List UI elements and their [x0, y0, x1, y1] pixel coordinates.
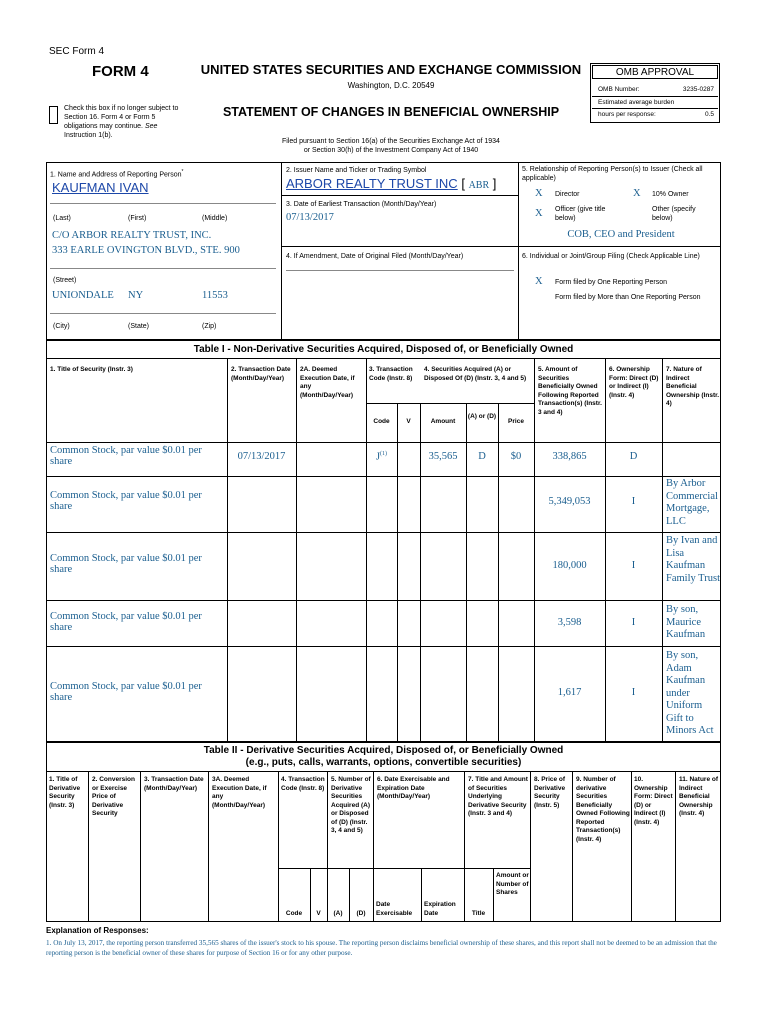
one-person-label: Form filed by One Reporting Person	[555, 279, 668, 286]
table1-title: Table I - Non-Derivative Securities Acquired, Disposed of, or Beneficially Owned	[193, 344, 574, 355]
t1-col2a-header: 2A. Deemed Execution Date, if any (Month/Day/Year)	[300, 366, 355, 399]
t1-sub-ad: (A) or (D)	[467, 413, 497, 420]
t1-col4-header: 4. Securities Acquired (A) or Disposed Of (D) (Instr. 3, 4 and 5)	[424, 366, 527, 382]
street-label: (Street)	[53, 277, 77, 284]
box4-label: 4. If Amendment, Date of Original Filed (Month/Day/Year)	[286, 253, 464, 260]
t1-row1-owned: 338,865	[552, 451, 587, 462]
statement-title: STATEMENT OF CHANGES IN BENEFICIAL OWNERSHIP	[222, 105, 560, 119]
t1-row1-title: Common Stock, par value $0.01 per share	[50, 445, 202, 467]
one-person-mark: X	[535, 276, 543, 287]
t1-row3-owned: 180,000	[552, 560, 587, 571]
reporting-person-name-link[interactable]: KAUFMAN IVAN	[52, 180, 149, 195]
t1-row4-title: Common Stock, par value $0.01 per share	[50, 611, 202, 633]
ticker-symbol: ABR	[468, 180, 490, 191]
omb-number-label: OMB Number:	[598, 86, 640, 93]
address-line2: 333 EARLE OVINGTON BLVD., STE. 900	[52, 245, 240, 256]
t2-col10-header: 10. Ownership Form: Direct (D) or Indirect (I) (Instr. 4)	[634, 776, 673, 826]
t2-sub-title: Title	[471, 910, 486, 917]
last-name-label: (Last)	[53, 215, 71, 222]
ten-percent-owner-label: 10% Owner	[652, 191, 689, 198]
t1-col3-header: 3. Transaction Code (Instr. 8)	[369, 366, 413, 382]
zip-value: 11553	[202, 290, 228, 301]
city-value: UNIONDALE	[52, 290, 114, 301]
commission-city: Washington, D.C. 20549	[347, 81, 435, 90]
officer-mark: X	[535, 208, 543, 219]
box1-label: 1. Name and Address of Reporting Person*	[50, 169, 184, 179]
form-title: FORM 4	[92, 63, 149, 80]
omb-burden-label: Estimated average burden	[598, 99, 675, 106]
t1-row3-title: Common Stock, par value $0.01 per share	[50, 553, 202, 575]
t2-sub-date-exercisable: Date Exercisable	[376, 901, 413, 917]
director-label: Director	[555, 191, 580, 198]
t1-row1-amount: 35,565	[428, 451, 458, 462]
officer-label: Officer (give title below)	[555, 206, 606, 222]
t2-sub-v: V	[316, 910, 321, 917]
table2-subtitle: (e.g., puts, calls, warrants, options, convertible securities)	[245, 757, 522, 768]
first-name-label: (First)	[128, 215, 147, 222]
t1-row5-nature: By son, Adam Kaufman under Uniform Gift to Minors Act	[666, 650, 714, 736]
t1-row4-owned: 3,598	[557, 617, 582, 628]
box2-label: 2. Issuer Name and Ticker or Trading Symbol	[286, 167, 427, 174]
t2-col8-header: 8. Price of Derivative Security (Instr. 5)	[534, 776, 566, 809]
issuer-name-link[interactable]: ARBOR REALTY TRUST INC	[286, 176, 458, 191]
t1-row1-date: 07/13/2017	[237, 451, 286, 462]
t2-col2-header: 2. Conversion or Exercise Price of Derivative Security	[92, 776, 135, 817]
state-label: (State)	[128, 323, 150, 330]
other-label: Other (specify below)	[652, 206, 696, 222]
t1-row1-code: $J^{(1)}$	[375, 451, 388, 463]
t1-row4-nature: By son, Maurice Kaufman	[666, 604, 706, 640]
t1-row4-form: I	[631, 617, 636, 628]
filed-pursuant-line1: Filed pursuant to Section 16(a) of the Securities Exchange Act of 1934	[282, 138, 500, 145]
table2-title: Table II - Derivative Securities Acquired, Disposed of, or Beneficially Owned	[203, 745, 564, 756]
t2-col4-header: 4. Transaction Code (Instr. 8)	[281, 776, 325, 792]
t1-row2-owned: 5,349,053	[548, 496, 591, 507]
t1-row5-owned: 1,617	[557, 687, 582, 698]
t1-sub-code: Code	[373, 418, 390, 425]
t2-sub-amount: Amount or Number of Shares	[496, 872, 529, 896]
t2-sub-a: (A)	[333, 910, 343, 917]
t2-col3a-header: 3A. Deemed Execution Date, if any (Month/Day/Year)	[212, 776, 267, 809]
state-value: NY	[128, 290, 144, 301]
t1-row3-form: I	[631, 560, 636, 571]
t2-sub-code: Code	[285, 910, 303, 917]
t2-sub-d: (D)	[356, 910, 366, 917]
commission-title: UNITED STATES SECURITIES AND EXCHANGE COMMISSION	[200, 62, 582, 77]
t2-col5-header: 5. Number of Derivative Securities Acquired (A) or Disposed of (D) (Instr. 3, 4 and 5)	[331, 776, 371, 834]
sec-form-label: SEC Form 4	[49, 46, 105, 57]
t1-row3-nature: By Ivan and Lisa Kaufman Family Trust	[666, 535, 720, 584]
t1-col7-header: 7. Nature of Indirect Beneficial Ownership (Instr. 4)	[666, 366, 720, 407]
omb-hours-value: 0.5	[704, 111, 714, 118]
t2-col11-header: 11. Nature of Indirect Beneficial Ownership (Instr. 4)	[679, 776, 719, 817]
t1-row2-title: Common Stock, par value $0.01 per share	[50, 490, 202, 512]
no-longer-subject-checkbox[interactable]	[49, 106, 58, 124]
t1-col5-header: 5. Amount of Securities Beneficially Owned Following Reported Transaction(s) (Instr. 3 and 4)	[538, 366, 602, 416]
t1-row5-form: I	[631, 687, 636, 698]
t1-row5-title: Common Stock, par value $0.01 per share	[50, 681, 202, 703]
t2-sub-expiration: Expiration Date	[424, 901, 456, 917]
omb-hours-label: hours per response:	[598, 111, 656, 118]
t1-col2-header: 2. Transaction Date (Month/Day/Year)	[231, 366, 291, 382]
t1-row2-form: I	[631, 496, 636, 507]
box5-label: 5. Relationship of Reporting Person(s) to Issuer (Check all applicable)	[522, 166, 703, 182]
t2-col6-header: 6. Date Exercisable and Expiration Date (Month/Day/Year)	[377, 776, 450, 800]
t2-col1-header: 1. Title of Derivative Security (Instr. 3)	[49, 776, 81, 809]
director-mark: X	[535, 188, 543, 199]
t1-row1-form: D	[629, 451, 638, 462]
box3-label: 3. Date of Earliest Transaction (Month/Day/Year)	[286, 201, 437, 208]
checkbox-description: Check this box if no longer subject to Section 16. Form 4 or Form 5 obligations may continue. See Instruction 1(b).	[64, 105, 179, 139]
box6-label: 6. Individual or Joint/Group Filing (Check Applicable Line)	[522, 253, 700, 260]
t1-row1-price: $0	[510, 451, 522, 462]
issuer-name-row: ARBOR REALTY TRUST INC [ ABR ]	[286, 176, 497, 191]
t1-row2-nature: By Arbor Commercial Mortgage, LLC	[666, 478, 718, 527]
address-line1: C/O ARBOR REALTY TRUST, INC.	[52, 230, 212, 241]
t2-col7-header: 7. Title and Amount of Securities Underlying Derivative Security (Instr. 3 and 4)	[468, 776, 528, 817]
explanation-note-1: 1. On July 13, 2017, the reporting person transferred 35,565 shares of the issuer's stock to his spouse. The reporting person disclaims beneficial ownership of these shares, and this report shall not be deemed to be an admission that the reporting person is the beneficial owner of these shares for purpose of Section 16 or for any other purpose.	[46, 939, 717, 957]
t2-col3-header: 3. Transaction Date (Month/Day/Year)	[144, 776, 204, 792]
omb-number-value: 3235-0287	[682, 86, 714, 93]
t1-sub-price: Price	[508, 418, 524, 425]
multiple-persons-label: Form filed by More than One Reporting Person	[555, 294, 701, 301]
t1-row1-ad: D	[478, 451, 486, 462]
t1-col1-header: 1. Title of Security (Instr. 3)	[50, 366, 133, 373]
officer-title-value: COB, CEO and President	[567, 229, 675, 240]
t1-col6-header: 6. Ownership Form: Direct (D) or Indirect (I) (Instr. 4)	[609, 366, 659, 399]
earliest-transaction-date: 07/13/2017	[286, 212, 334, 223]
explanation-heading: Explanation of Responses:	[46, 926, 149, 935]
ten-percent-owner-mark: X	[633, 188, 641, 199]
t1-sub-amount: Amount	[430, 418, 456, 425]
middle-name-label: (Middle)	[202, 215, 228, 222]
filed-pursuant-line2: or Section 30(h) of the Investment Company Act of 1940	[303, 147, 479, 154]
omb-approval-title: OMB APPROVAL	[592, 65, 718, 79]
t2-col9-header: 9. Number of derivative Securities Beneficially Owned Following Reported Transaction(s) (Instr. 4)	[576, 776, 630, 843]
t1-sub-v: V	[406, 418, 411, 425]
zip-label: (Zip)	[202, 323, 217, 330]
city-label: (City)	[53, 323, 70, 330]
